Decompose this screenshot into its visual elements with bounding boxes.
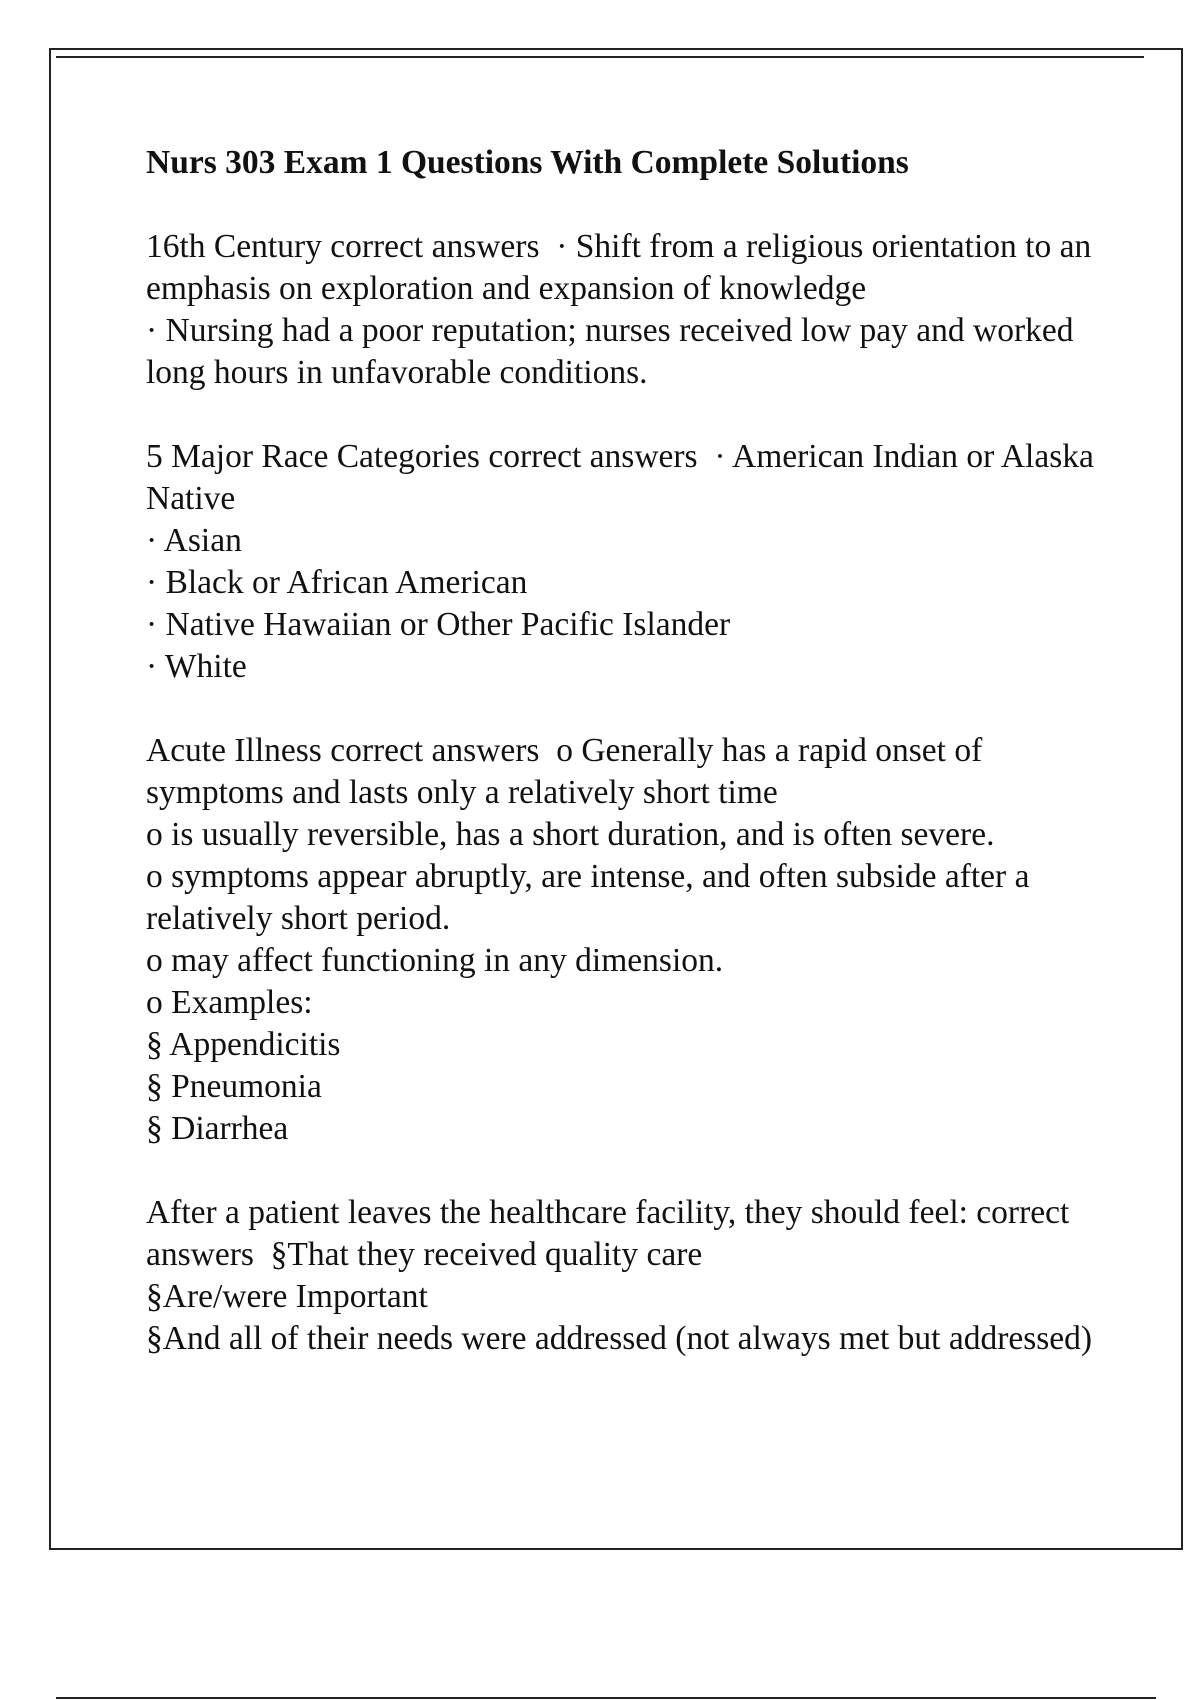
document-body (146, 142, 1106, 1402)
footer-rule (56, 1697, 1156, 1699)
qa-entry-race-categories (146, 436, 1106, 688)
entry-line: o may affect functioning in any dimension. (146, 942, 724, 979)
entry-line: §And all of their needs were addressed (not always met but addressed) (146, 1320, 1093, 1357)
entry-line: § Appendicitis (146, 1026, 341, 1063)
entry-line: · White (146, 648, 247, 685)
entry-line: o Examples: (146, 984, 313, 1021)
entry-line: § Pneumonia (146, 1068, 322, 1105)
qa-entry-16th-century (146, 226, 1106, 394)
entry-line: o symptoms appear abruptly, are intense, and often subside after a relatively short period. (146, 858, 1038, 937)
entry-line: 16th Century correct answers · Shift from a religious orientation to an emphasis on exploration and expansion of knowledge (146, 228, 1100, 307)
qa-entry-patient-feel (146, 1192, 1106, 1360)
qa-entry-acute-illness (146, 730, 1106, 1150)
entry-line: · Native Hawaiian or Other Pacific Islander (146, 606, 731, 643)
entry-line: After a patient leaves the healthcare facility, they should feel: correct answers §That they received quality care (146, 1194, 1078, 1273)
entry-line: 5 Major Race Categories correct answers · American Indian or Alaska Native (146, 438, 1103, 517)
document-title: Nurs 303 Exam 1 Questions With Complete Solutions (146, 144, 909, 181)
entry-line: §Are/were Important (146, 1278, 428, 1315)
entry-line: · Nursing had a poor reputation; nurses received low pay and worked long hours in unfavorable conditions. (146, 312, 1082, 391)
entry-line: § Diarrhea (146, 1110, 289, 1147)
entry-line: Acute Illness correct answers o Generally has a rapid onset of symptoms and lasts only a relatively short time (146, 732, 991, 811)
entry-line: · Asian (146, 522, 242, 559)
entry-line: o is usually reversible, has a short duration, and is often severe. (146, 816, 995, 853)
header-rule (56, 56, 1144, 58)
entry-line: · Black or African American (146, 564, 528, 601)
